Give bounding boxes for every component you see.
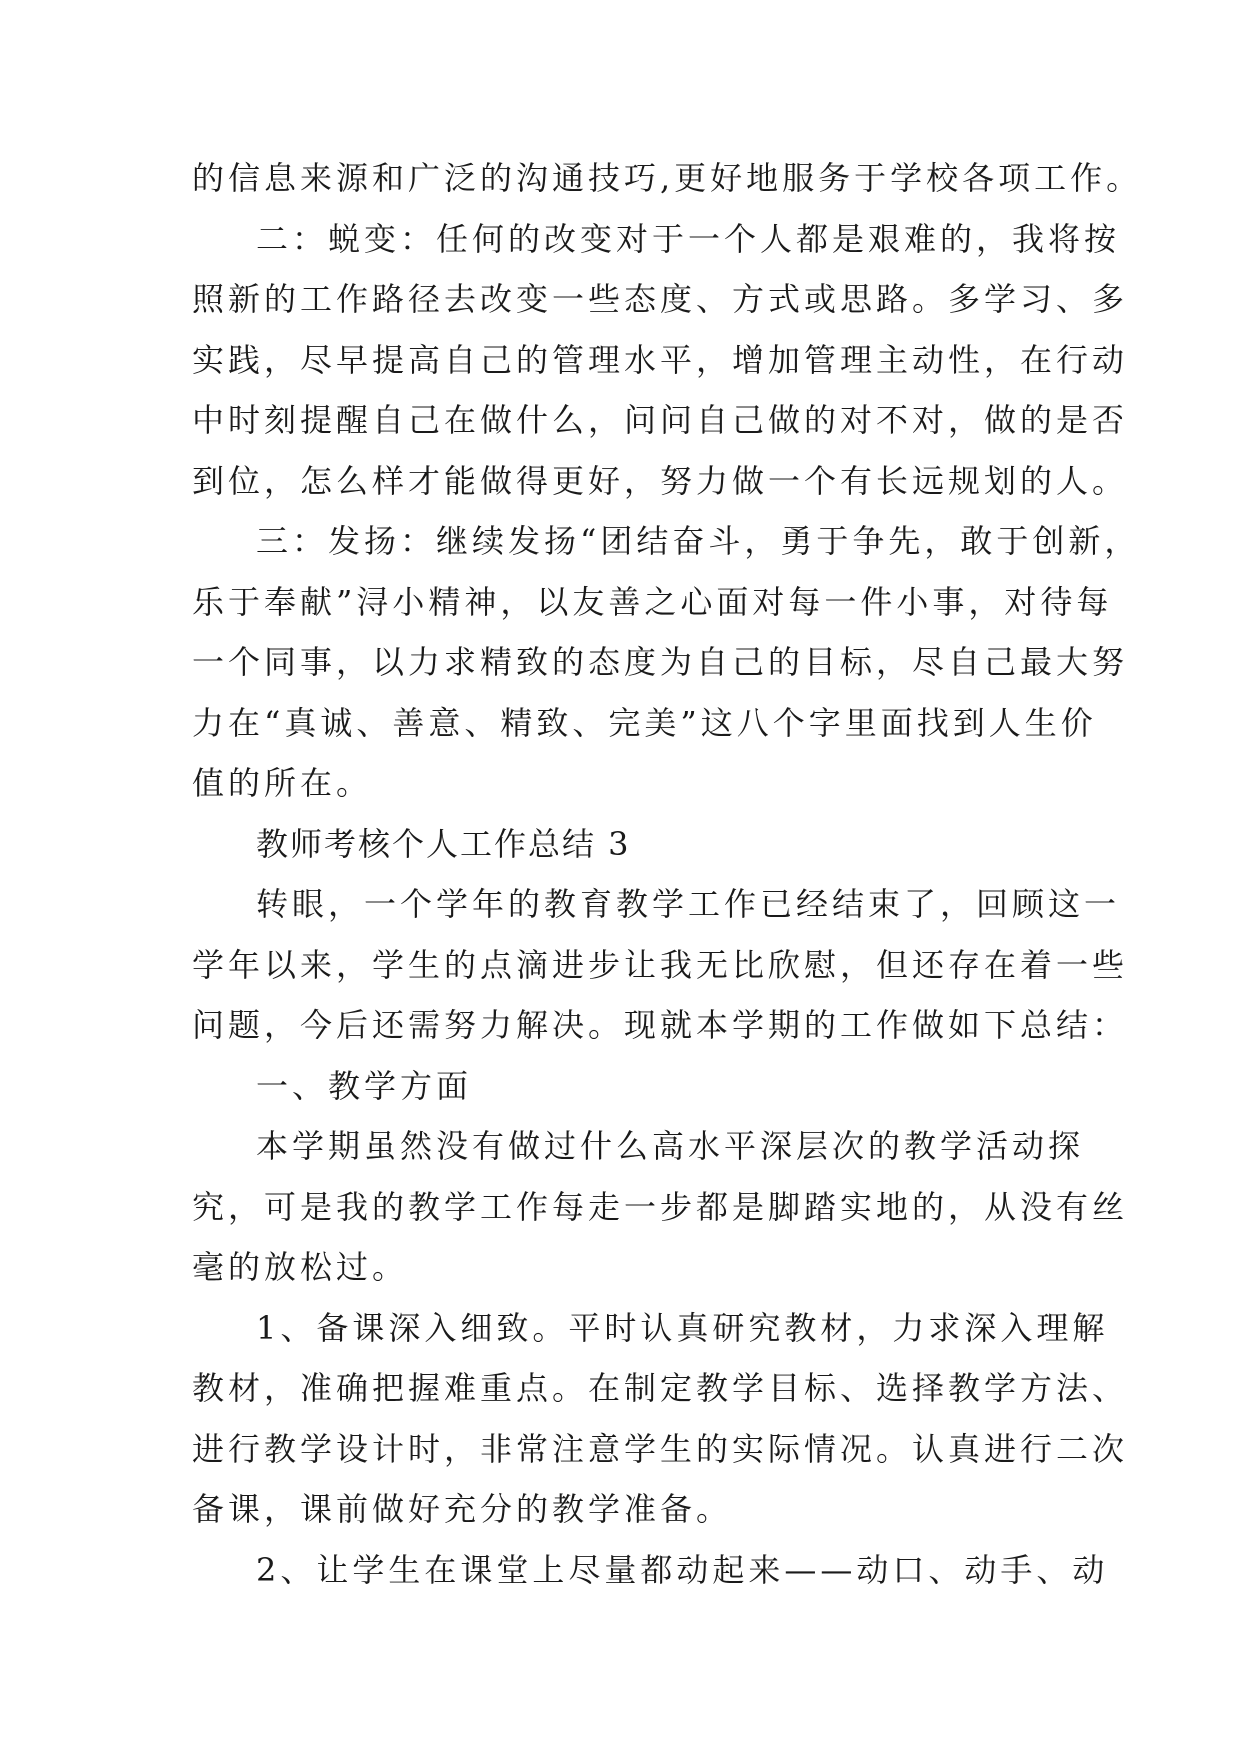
text-line: 的信息来源和广泛的沟通技巧,更好地服务于学校各项工作。 (192, 159, 1143, 197)
text-line: 到位，怎么样才能做得更好，努力做一个有长远规划的人。 (192, 462, 1129, 500)
text-line: 究，可是我的教学工作每走一步都是脚踏实地的，从没有丝 (192, 1188, 1129, 1226)
text-line: 三：发扬：继续发扬“团结奋斗，勇于争先，敢于创新， (256, 522, 1141, 560)
text-line: 学年以来，学生的点滴进步让我无比欣慰，但还存在着一些 (192, 946, 1129, 984)
text-line: 中时刻提醒自己在做什么，问问自己做的对不对，做的是否 (192, 401, 1129, 439)
subsection-heading: 一、教学方面 (256, 1067, 473, 1105)
text-line: 1、备课深入细致。平时认真研究教材，力求深入理解 (256, 1309, 1109, 1347)
text-line: 进行教学设计时，非常注意学生的实际情况。认真进行二次 (192, 1430, 1129, 1468)
text-line: 乐于奉献”浔小精神，以友善之心面对每一件小事，对待每 (192, 583, 1113, 621)
text-line: 问题，今后还需努力解决。现就本学期的工作做如下总结： (192, 1006, 1129, 1044)
text-line: 实践，尽早提高自己的管理水平，增加管理主动性，在行动 (192, 341, 1129, 379)
text-line: 照新的工作路径去改变一些态度、方式或思路。多学习、多 (192, 280, 1129, 318)
text-line: 一个同事，以力求精致的态度为自己的目标，尽自己最大努 (192, 643, 1129, 681)
text-line: 教材，准确把握难重点。在制定教学目标、选择教学方法、 (192, 1369, 1129, 1407)
text-line: 本学期虽然没有做过什么高水平深层次的教学活动探 (256, 1127, 1085, 1165)
text-line: 毫的放松过。 (192, 1248, 409, 1286)
text-line: 2、让学生在课堂上尽量都动起来——动口、动手、动 (256, 1551, 1109, 1589)
text-line: 力在“真诚、善意、精致、完美”这八个字里面找到人生价 (192, 704, 1097, 742)
text-line: 二：蜕变：任何的改变对于一个人都是艰难的，我将按 (256, 220, 1121, 258)
text-line: 转眼，一个学年的教育教学工作已经结束了，回顾这一 (256, 885, 1121, 923)
text-line: 备课，课前做好充分的教学准备。 (192, 1490, 733, 1528)
text-line: 值的所在。 (192, 764, 373, 802)
section-heading: 教师考核个人工作总结 3 (256, 825, 631, 863)
